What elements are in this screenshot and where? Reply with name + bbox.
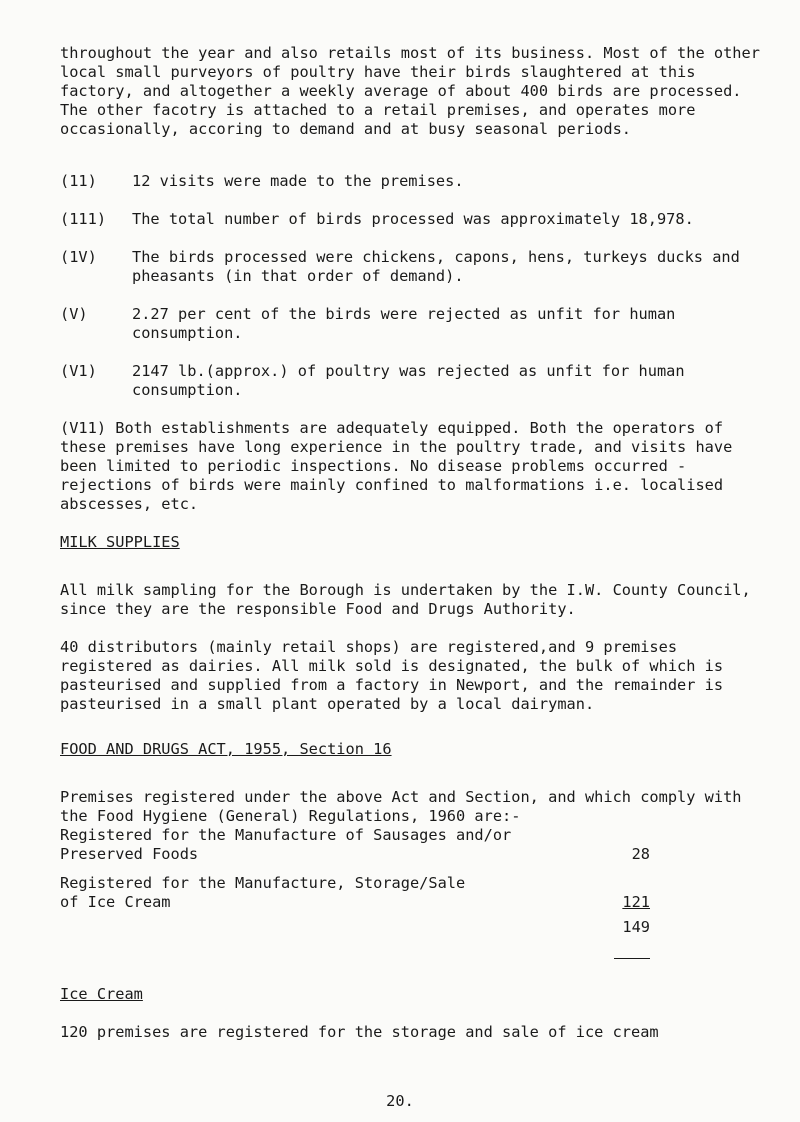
list-item <box>60 172 760 191</box>
item-number: (V) <box>60 305 88 323</box>
item-number: (111) <box>60 210 107 228</box>
registration-sausages: Registered for the Manufacture of Sausages and/or Preserved Foods 28 <box>60 826 650 863</box>
list-item <box>60 305 760 343</box>
intro-paragraph: throughout the year and also retails most of its business. Most of the other local small purveyors of poultry have their birds slaughtered at this factory, and altogether a weekly average of about 400 birds are processed. The other facotry is attached to a retail premises, and operates more occasionally, accoring to demand and at busy seasonal periods. <box>60 44 760 138</box>
ice-cream-heading: Ice Cream <box>60 985 143 1003</box>
list-item <box>60 248 760 286</box>
milk-paragraph-1: All milk sampling for the Borough is undertaken by the I.W. County Council, since they are the responsible Food and Drugs Authority. <box>60 581 751 618</box>
total-rule <box>614 958 650 959</box>
item-number: (11) <box>60 172 97 190</box>
page-number: 20. <box>386 1092 414 1110</box>
item-text: The birds processed were chickens, capons, hens, turkeys ducks and pheasants (in that order of demand). <box>132 248 740 285</box>
registration-ice-cream: Registered for the Manufacture, Storage/Sale of Ice Cream 121 <box>60 874 650 911</box>
item-text: 2147 lb.(approx.) of poultry was rejected as unfit for human consumption. <box>132 362 685 399</box>
item-text: 12 visits were made to the premises. <box>132 172 464 190</box>
milk-supplies-heading: MILK SUPPLIES <box>60 533 180 551</box>
item-number: (V1) <box>60 362 97 380</box>
ice-cream-paragraph: 120 premises are registered for the storage and sale of ice cream <box>60 1023 659 1041</box>
food-drugs-act-heading: FOOD AND DRUGS ACT, 1955, Section 16 <box>60 740 392 758</box>
milk-paragraph-2: 40 distributors (mainly retail shops) are registered,and 9 premises registered as dairies. All milk sold is designated, the bulk of which is pasteurised and supplied from a factory in Newport, and the remainder is pasteurised in a small plant operated by a local dairyman. <box>60 638 724 713</box>
item-text: 2.27 per cent of the birds were rejected as unfit for human consumption. <box>132 305 676 342</box>
item-text: The total number of birds processed was approximately 18,978. <box>132 210 694 228</box>
sausages-count: 28 <box>631 845 650 863</box>
ice-cream-count: 121 <box>622 893 650 911</box>
list-item <box>60 210 760 229</box>
item-vii-paragraph: (V11) Both establishments are adequately equipped. Both the operators of these premises have long experience in the poultry trade, and visits have been limited to periodic inspections. No disease problems occurred - rejections of birds were mainly confined to malformations i.e. localised abscesses, etc. <box>60 419 733 513</box>
registration-intro: Premises registered under the above Act and Section, and which comply with the Food Hygiene (General) Regulations, 1960 are:- <box>60 788 742 825</box>
item-number: (1V) <box>60 248 97 266</box>
list-item <box>60 362 760 400</box>
document-page <box>60 44 760 1042</box>
registration-total: 149 <box>622 918 650 936</box>
